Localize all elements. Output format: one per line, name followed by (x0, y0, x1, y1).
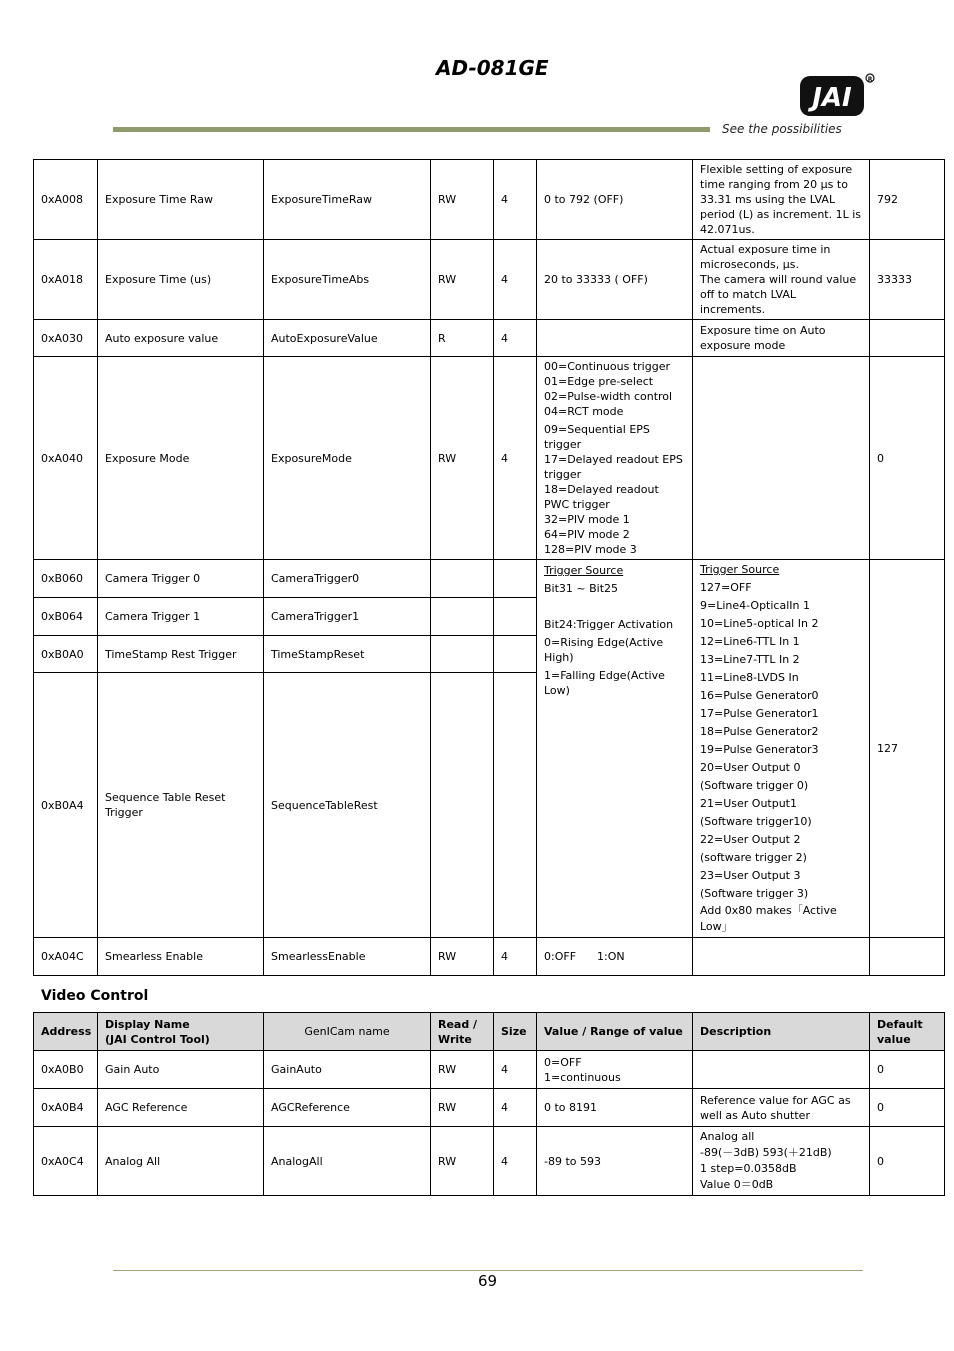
description-cell: Actual exposure time in microseconds, μs. The camera will round value off to match LVAL increments. (693, 240, 870, 320)
genicam-name-cell: ExposureTimeRaw (264, 160, 431, 240)
option-item: 01=Edge pre-select (544, 375, 654, 388)
display-name-cell: TimeStamp Rest Trigger (98, 636, 264, 673)
list-item: 9=Line4-OpticalIn 1 (700, 599, 810, 612)
list-item: (Software trigger10) (700, 815, 812, 828)
size-cell: 4 (494, 160, 537, 240)
display-name-cell: Exposure Time Raw (98, 160, 264, 240)
table-row (34, 1051, 945, 1089)
genicam-name-cell: TimeStampReset (264, 636, 431, 673)
display-name-cell: Auto exposure value (98, 320, 264, 357)
display-name-cell: AGC Reference (98, 1089, 264, 1127)
document-title: AD-081GE (436, 56, 549, 80)
genicam-name-cell: GainAuto (264, 1051, 431, 1089)
list-item: (Software trigger 0) (700, 779, 809, 792)
range-cell: 0=OFF 1=continuous (537, 1051, 693, 1089)
trigger-activation: Bit24:Trigger Activation (544, 618, 674, 631)
table-row (34, 240, 945, 320)
option-item: 128=PIV mode 3 (544, 543, 637, 556)
svg-text:JAI: JAI (812, 83, 852, 113)
range-cell: 20 to 33333 ( OFF) (537, 240, 693, 320)
display-name-cell: Camera Trigger 0 (98, 560, 264, 598)
trigger-source-range (537, 560, 693, 938)
list-item: 17=Pulse Generator1 (700, 707, 819, 720)
address-cell: 0xA040 (34, 357, 98, 560)
svg-text:R: R (867, 76, 873, 83)
rw-cell (431, 673, 494, 938)
section-title: Video Control (41, 988, 149, 1004)
table-row (34, 160, 945, 240)
table-row (34, 1127, 945, 1196)
address-cell: 0xB060 (34, 560, 98, 598)
register-table-video-control (33, 1012, 945, 1196)
genicam-name-cell: ExposureTimeAbs (264, 240, 431, 320)
genicam-name-cell: CameraTrigger1 (264, 598, 431, 636)
option-item: 02=Pulse-width control (544, 390, 673, 403)
address-cell: 0xB064 (34, 598, 98, 636)
header-read-write: Read / Write (431, 1013, 494, 1051)
default-cell: 792 (870, 160, 945, 240)
description-cell (693, 938, 870, 976)
list-item: 20=User Output 0 (700, 761, 801, 774)
size-cell (494, 598, 537, 636)
trigger-source-heading: Trigger Source (544, 564, 624, 577)
range-cell: 0 to 8191 (537, 1089, 693, 1127)
option-item: 04=RCT mode (544, 405, 624, 418)
list-item: 13=Line7-TTL In 2 (700, 653, 800, 666)
size-cell: 4 (494, 938, 537, 976)
rw-cell: RW (431, 1051, 494, 1089)
description-cell: Reference value for AGC as well as Auto shutter (693, 1089, 870, 1127)
list-item: 18=Pulse Generator2 (700, 725, 819, 738)
size-cell: 4 (494, 1127, 537, 1196)
default-cell: 33333 (870, 240, 945, 320)
option-item: 17=Delayed readout EPS trigger (544, 453, 683, 481)
rw-cell: RW (431, 938, 494, 976)
rw-cell (431, 560, 494, 598)
default-cell: 0 (870, 1051, 945, 1089)
option-item: 09=Sequential EPS trigger (544, 423, 650, 451)
size-cell: 4 (494, 357, 537, 560)
list-item: 21=User Output1 (700, 797, 797, 810)
rw-cell: RW (431, 357, 494, 560)
rw-cell: RW (431, 1089, 494, 1127)
rw-cell: RW (431, 160, 494, 240)
address-cell: 0xB0A4 (34, 673, 98, 938)
option-item: 64=PIV mode 2 (544, 528, 630, 541)
header-genicam-name: GenICam name (264, 1013, 431, 1051)
list-item: (software trigger 2) (700, 851, 807, 864)
address-cell: 0xA04C (34, 938, 98, 976)
list-item: (Software trigger 3) (700, 887, 809, 900)
page-number: 69 (478, 1272, 498, 1290)
rw-cell: R (431, 320, 494, 357)
size-cell (494, 673, 537, 938)
list-item: 22=User Output 2 (700, 833, 801, 846)
size-cell (494, 560, 537, 598)
trigger-desc-heading: Trigger Source (700, 563, 780, 576)
display-name-cell: Exposure Mode (98, 357, 264, 560)
header-rule (113, 127, 710, 132)
address-cell: 0xA008 (34, 160, 98, 240)
trigger-rising: 0=Rising Edge(Active High) (544, 636, 664, 664)
genicam-name-cell: ExposureMode (264, 357, 431, 560)
display-name-cell: Smearless Enable (98, 938, 264, 976)
option-item: 18=Delayed readout PWC trigger (544, 483, 659, 511)
address-cell: 0xA030 (34, 320, 98, 357)
genicam-name-cell: AnalogAll (264, 1127, 431, 1196)
rw-cell: RW (431, 1127, 494, 1196)
list-item: 19=Pulse Generator3 (700, 743, 819, 756)
address-cell: 0xA0C4 (34, 1127, 98, 1196)
description-cell: Flexible setting of exposure time ranging from 20 μs to 33.31 ms using the LVAL period (L) as increment. 1L is 42.071us. (693, 160, 870, 240)
header-description: Description (693, 1013, 870, 1051)
range-cell: 0 to 792 (OFF) (537, 160, 693, 240)
description-cell: Analog all -89(－3dB) 593(＋21dB) 1 step=0.0358dB Value 0＝0dB (693, 1127, 870, 1196)
list-item: 127=OFF (700, 581, 752, 594)
option-item: 32=PIV mode 1 (544, 513, 630, 526)
genicam-name-cell: CameraTrigger0 (264, 560, 431, 598)
header-range: Value / Range of value (537, 1013, 693, 1051)
size-cell: 4 (494, 1051, 537, 1089)
table-row (34, 938, 945, 976)
header-size: Size (494, 1013, 537, 1051)
display-name-cell: Camera Trigger 1 (98, 598, 264, 636)
size-cell (494, 636, 537, 673)
default-cell (870, 938, 945, 976)
default-cell (870, 320, 945, 357)
display-name-cell: Analog All (98, 1127, 264, 1196)
genicam-name-cell: AGCReference (264, 1089, 431, 1127)
rw-cell (431, 636, 494, 673)
description-cell: Exposure time on Auto exposure mode (693, 320, 870, 357)
tagline: See the possibilities (722, 122, 842, 136)
default-cell: 127 (870, 560, 945, 938)
genicam-name-cell: AutoExposureValue (264, 320, 431, 357)
header-address: Address (34, 1013, 98, 1051)
rw-cell: RW (431, 240, 494, 320)
address-cell: 0xB0A0 (34, 636, 98, 673)
list-item: 11=Line8-LVDS In (700, 671, 799, 684)
rw-cell (431, 598, 494, 636)
footer-rule (113, 1270, 863, 1271)
table-row (34, 320, 945, 357)
size-cell: 4 (494, 1089, 537, 1127)
default-cell: 0 (870, 1127, 945, 1196)
address-cell: 0xA0B4 (34, 1089, 98, 1127)
address-cell: 0xA018 (34, 240, 98, 320)
table-row (34, 560, 945, 598)
description-cell (693, 357, 870, 560)
size-cell: 4 (494, 240, 537, 320)
trigger-falling: 1=Falling Edge(Active Low) (544, 669, 665, 697)
genicam-name-cell: SequenceTableRest (264, 673, 431, 938)
trigger-bits: Bit31 ~ Bit25 (544, 582, 619, 595)
list-item: Add 0x80 makes「Active Low」 (700, 904, 837, 933)
description-cell (693, 1051, 870, 1089)
header-default: Default value (870, 1013, 945, 1051)
address-cell: 0xA0B0 (34, 1051, 98, 1089)
display-name-cell: Sequence Table Reset Trigger (98, 673, 264, 938)
range-cell (537, 320, 693, 357)
list-item: 12=Line6-TTL In 1 (700, 635, 800, 648)
range-cell: 0:OFF 1:ON (537, 938, 693, 976)
table-row (34, 357, 945, 560)
display-name-cell: Exposure Time (us) (98, 240, 264, 320)
table-row (34, 1089, 945, 1127)
table-header-row (34, 1013, 945, 1051)
header-display-name: Display Name (JAI Control Tool) (98, 1013, 264, 1051)
genicam-name-cell: SmearlessEnable (264, 938, 431, 976)
exposure-mode-options (537, 357, 693, 560)
list-item: 16=Pulse Generator0 (700, 689, 819, 702)
list-item: 10=Line5-optical In 2 (700, 617, 819, 630)
trigger-source-description (693, 560, 870, 938)
register-table-exposure (33, 159, 945, 976)
range-cell: -89 to 593 (537, 1127, 693, 1196)
option-item: 00=Continuous trigger (544, 360, 670, 373)
list-item: 23=User Output 3 (700, 869, 801, 882)
jai-logo-icon (796, 70, 876, 120)
default-cell: 0 (870, 1089, 945, 1127)
default-cell: 0 (870, 357, 945, 560)
display-name-cell: Gain Auto (98, 1051, 264, 1089)
size-cell: 4 (494, 320, 537, 357)
